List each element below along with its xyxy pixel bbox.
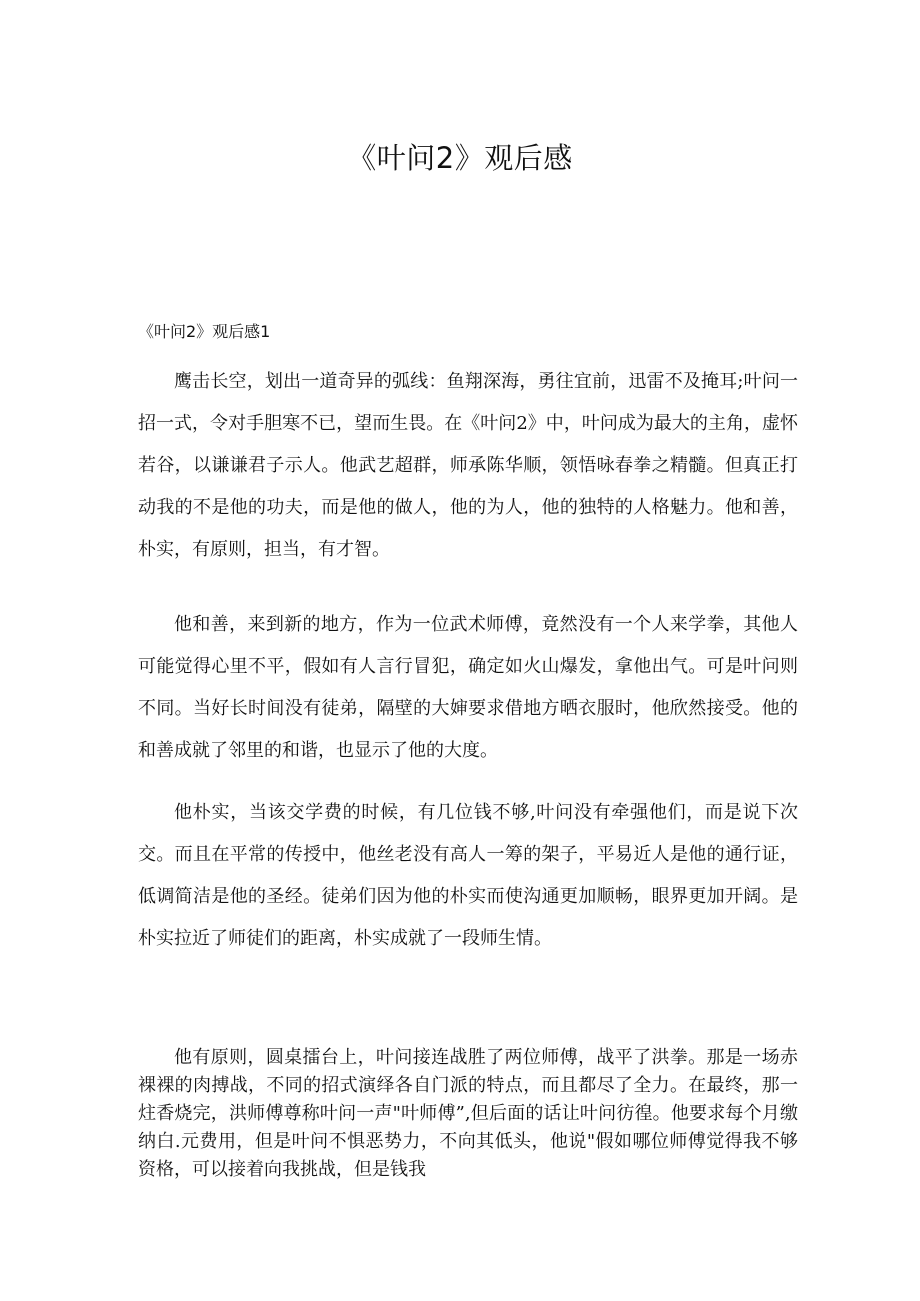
document-title: 《叶问2》观后感 — [347, 141, 573, 175]
section-heading: 《叶问2》观后感1 — [138, 322, 271, 341]
paragraph-1: 鹰击长空，划出一道奇异的弧线：鱼翔深海，勇往宜前，迅雷不及掩耳;叶问一招一式，令对手胆寒不已，望而生畏。在《叶问2》中，叶问成为最大的主角，虚怀若谷，以谦谦君子示人。他武艺超群，师承陈华顺，领悟咏春拳之精髓。但真正打动我的不是他的功夫，而是他的做人，他的为人，他的独特的人格魅力。他和善，朴实，有原则，担当，有才智。 — [138, 371, 798, 560]
paragraph-4: 他有原则，圆桌擂台上，叶问接连战胜了两位师傅，战平了洪拳。那是一场赤裸裸的肉搏战，不同的招式演绎各自门派的特点，而且都尽了全力。在最终，那一炷香烧完，洪师傅尊称叶问一声"叶师傅”,但后面的话让叶问彷徨。他要求每个月缴纳白.元费用，但是叶问不惧恶势力，不向其低头，他说"假如哪位师傅觉得我不够资格，可以接着向我挑战，但是钱我 — [138, 1047, 798, 1180]
paragraph-3: 他朴实，当该交学费的时候，有几位钱不够,叶问没有牵强他们，而是说下次交。而且在平常的传授中，他丝老没有高人一筹的架子，平易近人是他的通行证，低调简洁是他的圣经。徒弟们因为他的朴实而使沟通更加顺畅，眼界更加开阔。是朴实拉近了师徒们的距离，朴实成就了一段师生情。 — [138, 802, 798, 949]
paragraph-2: 他和善，来到新的地方，作为一位武术师傅，竟然没有一个人来学拳，其他人可能觉得心里不平，假如有人言行冒犯，确定如火山爆发，拿他出气。可是叶问则不同。当好长时间没有徒弟，隔壁的大婶要求借地方晒衣服时，他欣然接受。他的和善成就了邻里的和谐，也显示了他的大度。 — [138, 614, 798, 761]
